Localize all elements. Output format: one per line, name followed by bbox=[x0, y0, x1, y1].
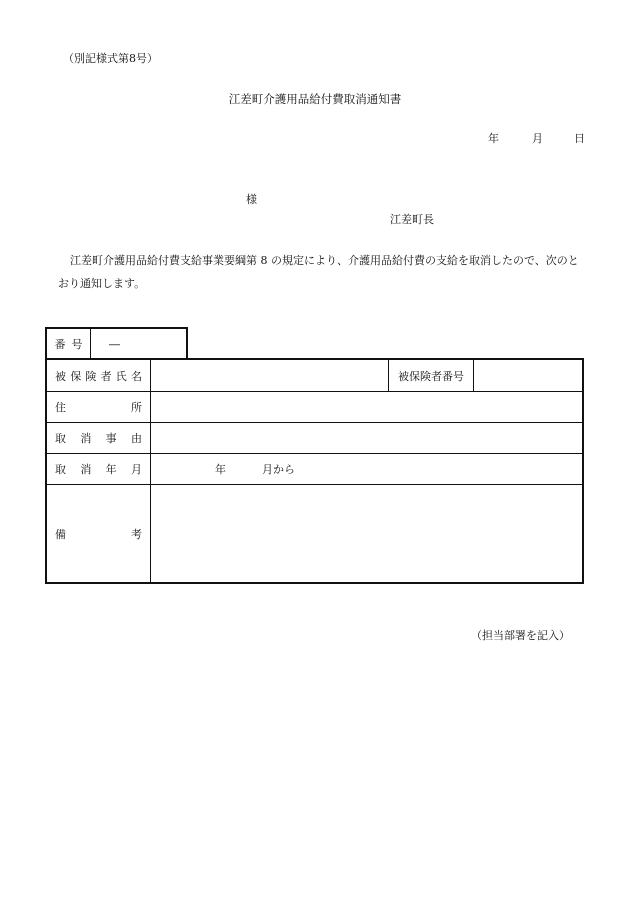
notice-table bbox=[45, 358, 584, 584]
issuer: 江差町長 bbox=[390, 213, 434, 226]
table-row-date bbox=[47, 454, 582, 485]
insured-name-field[interactable] bbox=[151, 360, 388, 391]
date-month: 月 bbox=[532, 132, 543, 145]
insured-number-field[interactable] bbox=[474, 360, 582, 391]
address-field[interactable] bbox=[151, 392, 582, 422]
address-label: 住 所 bbox=[47, 392, 151, 422]
date-day: 日 bbox=[574, 132, 585, 145]
insured-name-label: 被 保 険 者 氏 名 bbox=[47, 360, 151, 391]
table-row-address bbox=[47, 392, 582, 423]
document-title: 江差町介護用品給付費取消通知書 bbox=[228, 92, 402, 106]
table-row-reason bbox=[47, 423, 582, 454]
date-line bbox=[488, 130, 585, 146]
table-row-insured bbox=[47, 360, 582, 392]
form-number: （別記様式第8号） bbox=[63, 52, 158, 65]
number-box bbox=[45, 327, 188, 359]
body-text: 江差町介護用品給付費支給事業要綱第 8 の規定により、介護用品給付費の支給を取消したので、次のとおり通知します。 bbox=[58, 254, 579, 290]
reason-field[interactable] bbox=[151, 423, 582, 453]
reason-label: 取 消 事 由 bbox=[47, 423, 151, 453]
cancel-date-year: 年 bbox=[215, 463, 226, 476]
insured-number-label: 被保険者番号 bbox=[388, 360, 474, 391]
number-label: 番号 bbox=[47, 329, 91, 359]
date-year: 年 bbox=[488, 132, 499, 145]
cancel-date-field[interactable] bbox=[151, 454, 582, 484]
footer-note: （担当部署を記入） bbox=[471, 629, 570, 642]
remarks-field[interactable] bbox=[151, 485, 582, 582]
number-value: ― bbox=[109, 337, 120, 351]
cancel-date-label: 取 消 年 月 bbox=[47, 454, 151, 484]
cancel-date-month: 月から bbox=[262, 463, 295, 476]
addressee-suffix: 様 bbox=[246, 193, 257, 206]
table-row-remarks bbox=[47, 485, 582, 582]
remarks-label: 備 考 bbox=[47, 485, 151, 582]
